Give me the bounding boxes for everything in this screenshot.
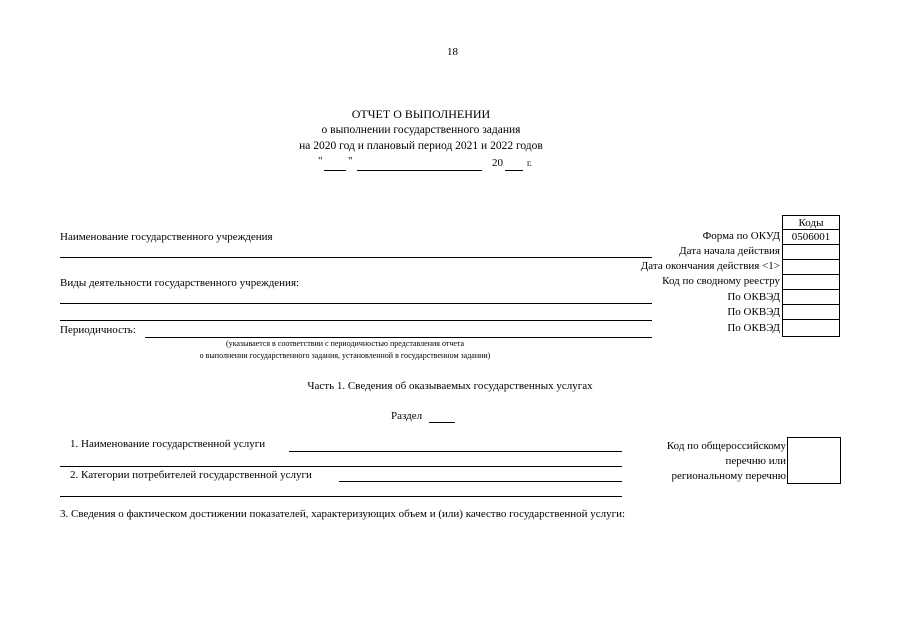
report-subtitle: о выполнении государственного задания — [321, 124, 521, 136]
codes-header: Коды — [798, 217, 824, 229]
periodicity-note-2: о выполнении государственного задания, установленной в государственном задании) — [199, 351, 491, 360]
service-name-field[interactable] — [289, 451, 622, 452]
section-number-field[interactable] — [429, 422, 455, 423]
code-cell-okved-2[interactable] — [782, 304, 840, 320]
code-list-label-3: региональному перечню — [671, 470, 786, 482]
section-label: Раздел — [391, 410, 423, 422]
report-title: ОТЧЕТ О ВЫПОЛНЕНИИ — [351, 107, 491, 121]
date-year-field[interactable] — [505, 170, 523, 171]
code-list-cell[interactable] — [787, 437, 841, 484]
code-label-okved-1: По ОКВЭД — [727, 291, 780, 303]
date-year-prefix: 20 — [492, 157, 503, 169]
code-label-okved-2: По ОКВЭД — [727, 306, 780, 318]
service-name-field-2[interactable] — [60, 466, 622, 467]
code-label-okud: Форма по ОКУД — [702, 230, 780, 242]
page-number: 18 — [447, 46, 458, 58]
code-cell-okud[interactable] — [782, 229, 840, 245]
code-cell-start-date[interactable] — [782, 244, 840, 260]
code-cell-okved-1[interactable] — [782, 289, 840, 305]
code-list-label-1: Код по общероссийскому — [666, 440, 786, 452]
date-day-field[interactable] — [324, 170, 346, 171]
activity-types-field-2[interactable] — [60, 320, 652, 321]
code-label-end-date: Дата окончания действия <1> — [640, 260, 780, 272]
periodicity-field[interactable] — [145, 337, 652, 338]
code-label-okved-3: По ОКВЭД — [727, 322, 780, 334]
code-value-okud: 0506001 — [791, 231, 831, 243]
date-quote-close: " — [348, 155, 353, 167]
consumer-categories-field[interactable] — [339, 481, 622, 482]
indicators-label: 3. Сведения о фактическом достижении показателей, характеризующих объем и (или) качество государственной услуги: — [60, 508, 626, 520]
code-list-label-2: перечню или — [725, 455, 786, 467]
consumer-categories-label: 2. Категории потребителей государственной услуги — [70, 469, 312, 481]
code-cell-registry[interactable] — [782, 274, 840, 290]
institution-name-label: Наименование государственного учреждения — [60, 231, 273, 243]
part1-heading: Часть 1. Сведения об оказываемых государственных услугах — [307, 380, 593, 392]
periodicity-note-1: (указывается в соответствии с периодичностью представления отчета — [225, 339, 465, 348]
report-period: на 2020 год и плановый период 2021 и 2022 годов — [299, 140, 543, 152]
date-month-field[interactable] — [357, 170, 482, 171]
code-label-start-date: Дата начала действия — [679, 245, 780, 257]
periodicity-label: Периодичность: — [60, 324, 136, 336]
date-year-suffix: г. — [527, 158, 532, 168]
code-label-registry: Код по сводному реестру — [662, 275, 780, 287]
code-cell-end-date[interactable] — [782, 259, 840, 275]
date-quote-open: " — [318, 155, 323, 167]
consumer-categories-field-2[interactable] — [60, 496, 622, 497]
activity-types-field-1[interactable] — [60, 303, 652, 304]
institution-name-field[interactable] — [60, 257, 652, 258]
activity-types-label: Виды деятельности государственного учреждения: — [60, 277, 300, 289]
code-cell-okved-3[interactable] — [782, 319, 840, 337]
service-name-label: 1. Наименование государственной услуги — [70, 438, 266, 450]
codes-header-cell — [782, 215, 840, 230]
